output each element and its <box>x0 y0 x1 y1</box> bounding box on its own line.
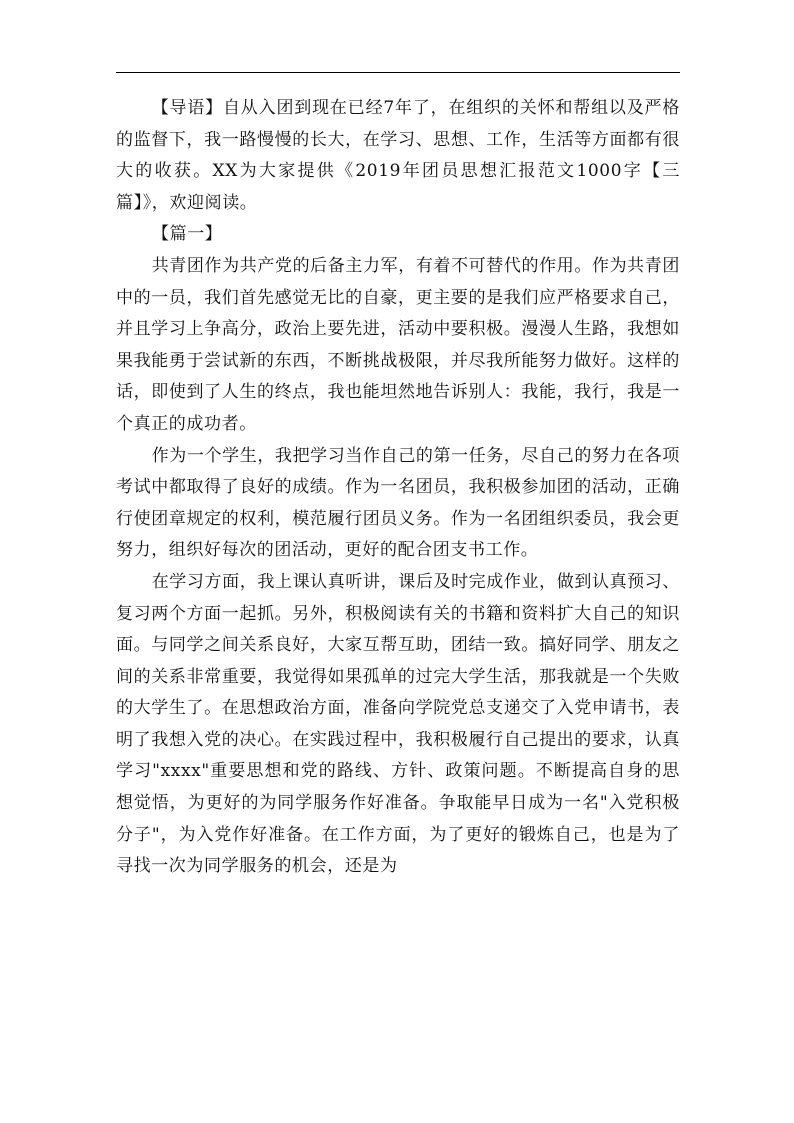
body-paragraph-2: 作为一个学生，我把学习当作自己的第一任务，尽自己的努力在各项考试中都取得了良好的成绩。作为一名团员，我积极参加团的活动，正确行使团章规定的权利，模范履行团员义务。作为一名团组织委员，我会更努力，组织好每次的团活动，更好的配合团支书工作。 <box>116 445 680 561</box>
body-paragraph-3: 在学习方面，我上课认真听讲，课后及时完成作业，做到认真预习、复习两个方面一起抓。另外，积极阅读有关的书籍和资料扩大自己的知识面。与同学之间关系良好，大家互帮互助，团结一致。搞好同学、朋友之间的关系非常重要，我觉得如果孤单的过完大学生活，那我就是一个失败的大学生了。在思想政治方面，准备向学院党总支递交了入党申请书，表明了我想入党的决心。在实践过程中，我积极履行自己提出的要求，认真学习"xxxx"重要思想和党的路线、方针、政策问题。不断提高自身的思想觉悟，为更好的为同学服务作好准备。争取能早日成为一名"入党积极分子"，为入党作好准备。在工作方面，为了更好的锻炼自己，也是为了寻找一次为同学服务的机会，还是为 <box>116 571 680 877</box>
body-paragraph-1: 共青团作为共产党的后备主力军，有着不可替代的作用。作为共青团中的一员，我们首先感觉无比的自豪，更主要的是我们应严格要求自己，并且学习上争高分，政治上要先进，活动中要积极。漫漫人生路，我想如果我能勇于尝试新的东西，不断挑战极限，并尽我所能努力做好。这样的话，即使到了人生的终点，我也能坦然地告诉别人：我能，我行，我是一个真正的成功者。 <box>116 255 680 434</box>
document-body <box>116 93 680 883</box>
header-rule <box>116 72 680 73</box>
section-heading: 【篇一】 <box>152 224 223 245</box>
intro-paragraph: 【导语】自从入团到现在已经7年了，在组织的关怀和帮组以及严格的监督下，我一路慢慢的长大，在学习、思想、工作，生活等方面都有很大的收获。XX为大家提供《2019年团员思想汇报范文1000字【三篇】》，欢迎阅读。 <box>116 98 680 213</box>
